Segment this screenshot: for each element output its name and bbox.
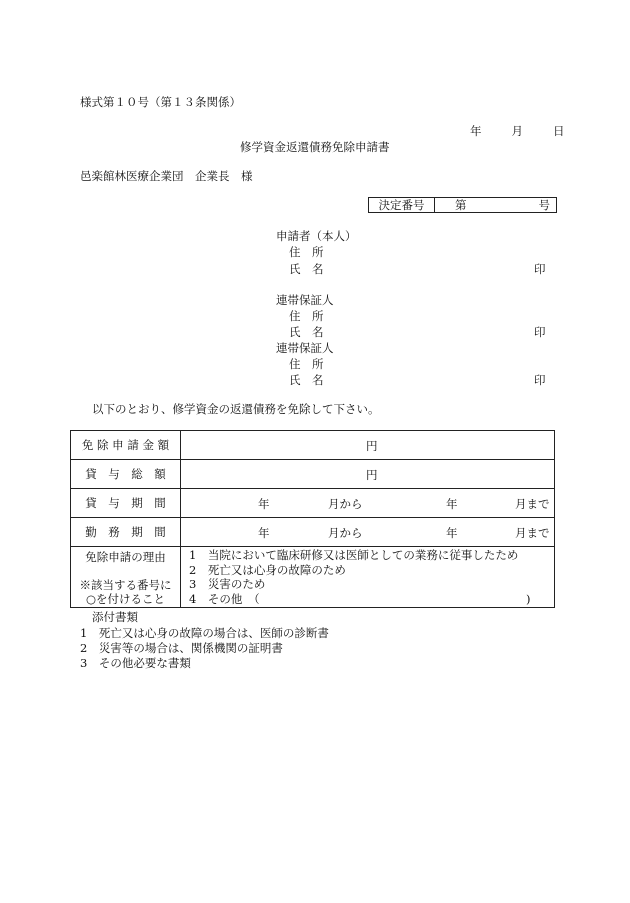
guarantor-1-seal: 印 xyxy=(534,325,546,339)
reason-option-1[interactable]: 1 当院において臨床研修又は医師としての業務に従事したため xyxy=(189,548,519,562)
applicant-address-label: 住 所 xyxy=(289,245,324,259)
work-period-to-month: 月まで xyxy=(515,526,550,540)
date-year-label: 年 xyxy=(470,124,482,138)
reason-option-4-text: 4 その他 （ xyxy=(189,591,260,606)
guarantor-1-heading: 連帯保証人 xyxy=(276,293,334,307)
attachment-item-3: 3 その他必要な書類 xyxy=(80,656,191,670)
loan-total-field[interactable] xyxy=(181,460,555,489)
attachment-item-2: 2 災害等の場合は、関係機関の証明書 xyxy=(80,641,283,655)
loan-total-yen: 円 xyxy=(366,468,378,482)
request-text: 以下のとおり、修学資金の返還債務を免除して下さい。 xyxy=(92,402,380,416)
table-row xyxy=(71,431,555,460)
decision-number-label: 決定番号 xyxy=(369,198,435,212)
table-row xyxy=(71,518,555,547)
exemption-amount-label: 免 除 申 請 金 額 xyxy=(71,431,181,460)
reason-label-cell xyxy=(71,547,181,608)
loan-period-from-month: 月から xyxy=(328,497,363,511)
loan-period-field[interactable] xyxy=(181,489,555,518)
reason-other-close: ) xyxy=(526,591,531,606)
attachment-item-1: 1 死亡又は心身の故障の場合は、医師の診断書 xyxy=(80,626,329,640)
work-period-label: 勤 務 期 間 xyxy=(71,518,181,547)
applicant-seal: 印 xyxy=(534,262,546,276)
date-day-label: 日 xyxy=(553,124,565,138)
decision-number-prefix: 第 xyxy=(455,198,467,212)
exemption-amount-yen: 円 xyxy=(366,439,378,453)
work-period-to-year: 年 xyxy=(446,526,458,540)
loan-period-to-month: 月まで xyxy=(515,497,550,511)
work-period-from-year: 年 xyxy=(258,526,270,540)
decision-number-box xyxy=(368,197,557,213)
guarantor-2-address-label: 住 所 xyxy=(289,357,324,371)
addressee: 邑楽館林医療企業団 企業長 様 xyxy=(80,169,253,183)
reason-option-3[interactable]: 3 災害のため xyxy=(189,577,266,591)
reason-note-1: ※該当する番号に xyxy=(79,578,172,592)
applicant-heading: 申請者（本人） xyxy=(276,229,357,243)
guarantor-1-name-label: 氏 名 xyxy=(289,325,324,339)
guarantor-2-name-label: 氏 名 xyxy=(289,373,324,387)
guarantor-2-heading: 連帯保証人 xyxy=(276,341,334,355)
work-period-field[interactable] xyxy=(181,518,555,547)
loan-period-from-year: 年 xyxy=(258,497,270,511)
table-row xyxy=(71,460,555,489)
applicant-name-label: 氏 名 xyxy=(289,262,324,276)
date-line xyxy=(470,124,565,138)
reason-note-2: ○を付けること xyxy=(85,592,166,606)
reason-option-4[interactable] xyxy=(189,592,554,607)
form-number: 様式第１０号（第１３条関係） xyxy=(80,95,241,109)
decision-number-suffix: 号 xyxy=(538,198,550,212)
date-month-label: 月 xyxy=(511,124,523,138)
loan-period-to-year: 年 xyxy=(446,497,458,511)
attachments-title: 添付書類 xyxy=(92,610,138,624)
loan-period-label: 貸 与 期 間 xyxy=(71,489,181,518)
guarantor-1-address-label: 住 所 xyxy=(289,309,324,323)
reason-label: 免除申請の理由 xyxy=(85,550,166,564)
reason-options xyxy=(181,547,555,608)
table-row xyxy=(71,489,555,518)
document-title: 修学資金返還債務免除申請書 xyxy=(240,140,390,154)
loan-total-label: 貸 与 総 額 xyxy=(71,460,181,489)
reason-option-2[interactable]: 2 死亡又は心身の故障のため xyxy=(189,562,346,577)
table-row xyxy=(71,547,555,608)
guarantor-2-seal: 印 xyxy=(534,373,546,387)
decision-number-field[interactable] xyxy=(435,198,556,212)
work-period-from-month: 月から xyxy=(328,526,363,540)
application-table xyxy=(70,430,555,608)
exemption-amount-field[interactable] xyxy=(181,431,555,460)
